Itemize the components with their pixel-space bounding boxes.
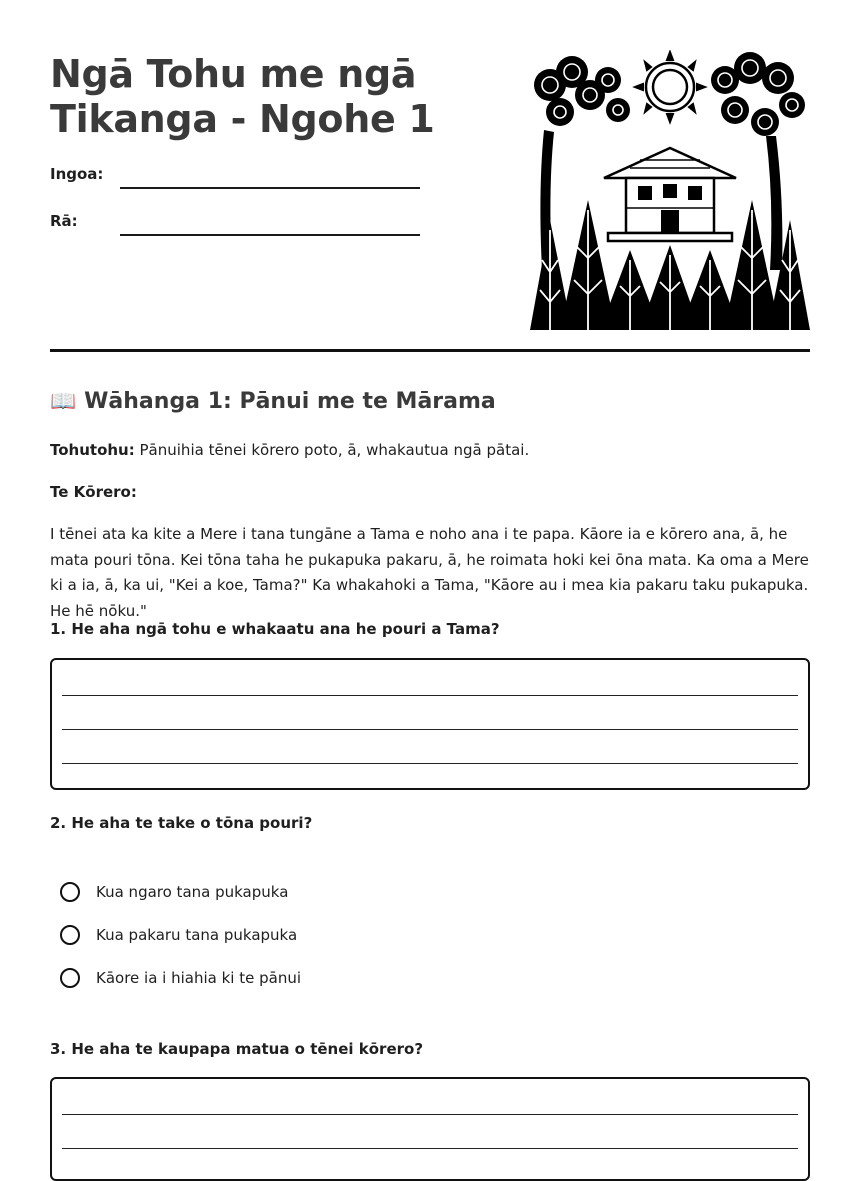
wharenui-forest-sun-illustration (530, 50, 810, 330)
answer-line (62, 1114, 798, 1115)
story-text: I tēnei ata ka kite a Mere i tana tungāne a Tama e noho ana i te papa. Kāore ia e kōrero ana, ā, he mata pouri tōna. Kei tōna taha he pukapuka pakaru, ā, he roimata hoki kei ōna mata. Ka oma a Mere ki a ia, ā, ka ui, "Kei a koe, Tama?" Ka whakahoki a Tama, "Kāore au i mea kia pakaru taku pukapuka. He hē nōku." (50, 525, 809, 620)
question-1: 1. He aha ngā tohu e whakaatu ana he pouri a Tama? (50, 620, 500, 638)
header-divider (50, 349, 810, 352)
section-1-heading (50, 389, 496, 414)
radio-button[interactable] (60, 882, 80, 902)
name-label: Ingoa: (50, 165, 104, 183)
answer-line (62, 763, 798, 764)
question-2-option-2[interactable] (60, 923, 297, 947)
radio-button[interactable] (60, 968, 80, 988)
option-label: Kua pakaru tana pukapuka (96, 926, 298, 944)
question-2-option-1[interactable] (60, 880, 288, 904)
date-label: Rā: (50, 212, 78, 230)
instruction-label: Tohutohu: (50, 441, 135, 459)
radio-button[interactable] (60, 925, 80, 945)
story-label: Te Kōrero: (50, 483, 137, 501)
instruction (50, 438, 810, 464)
date-field[interactable] (120, 234, 420, 236)
section-1-heading-text: Wāhanga 1: Pānui me te Mārama (84, 389, 496, 414)
worksheet-title (50, 52, 490, 142)
question-3-answer-box[interactable] (50, 1077, 810, 1181)
question-1-answer-box[interactable] (50, 658, 810, 790)
question-2-option-3[interactable] (60, 966, 301, 990)
option-label: Kāore ia i hiahia ki te pānui (96, 969, 301, 987)
answer-line (62, 729, 798, 730)
title-line-1: Ngā Tohu me ngā (50, 52, 417, 96)
answer-line (62, 1148, 798, 1149)
question-2: 2. He aha te take o tōna pouri? (50, 814, 313, 832)
book-icon: 📖 (50, 389, 77, 413)
instruction-text: Pānuihia tēnei kōrero poto, ā, whakautua ngā pātai. (139, 441, 530, 459)
option-label: Kua ngaro tana pukapuka (96, 883, 289, 901)
question-3: 3. He aha te kaupapa matua o tēnei kōrero? (50, 1040, 424, 1058)
answer-line (62, 695, 798, 696)
name-field[interactable] (120, 187, 420, 189)
title-line-2: Tikanga - Ngohe 1 (50, 97, 435, 141)
